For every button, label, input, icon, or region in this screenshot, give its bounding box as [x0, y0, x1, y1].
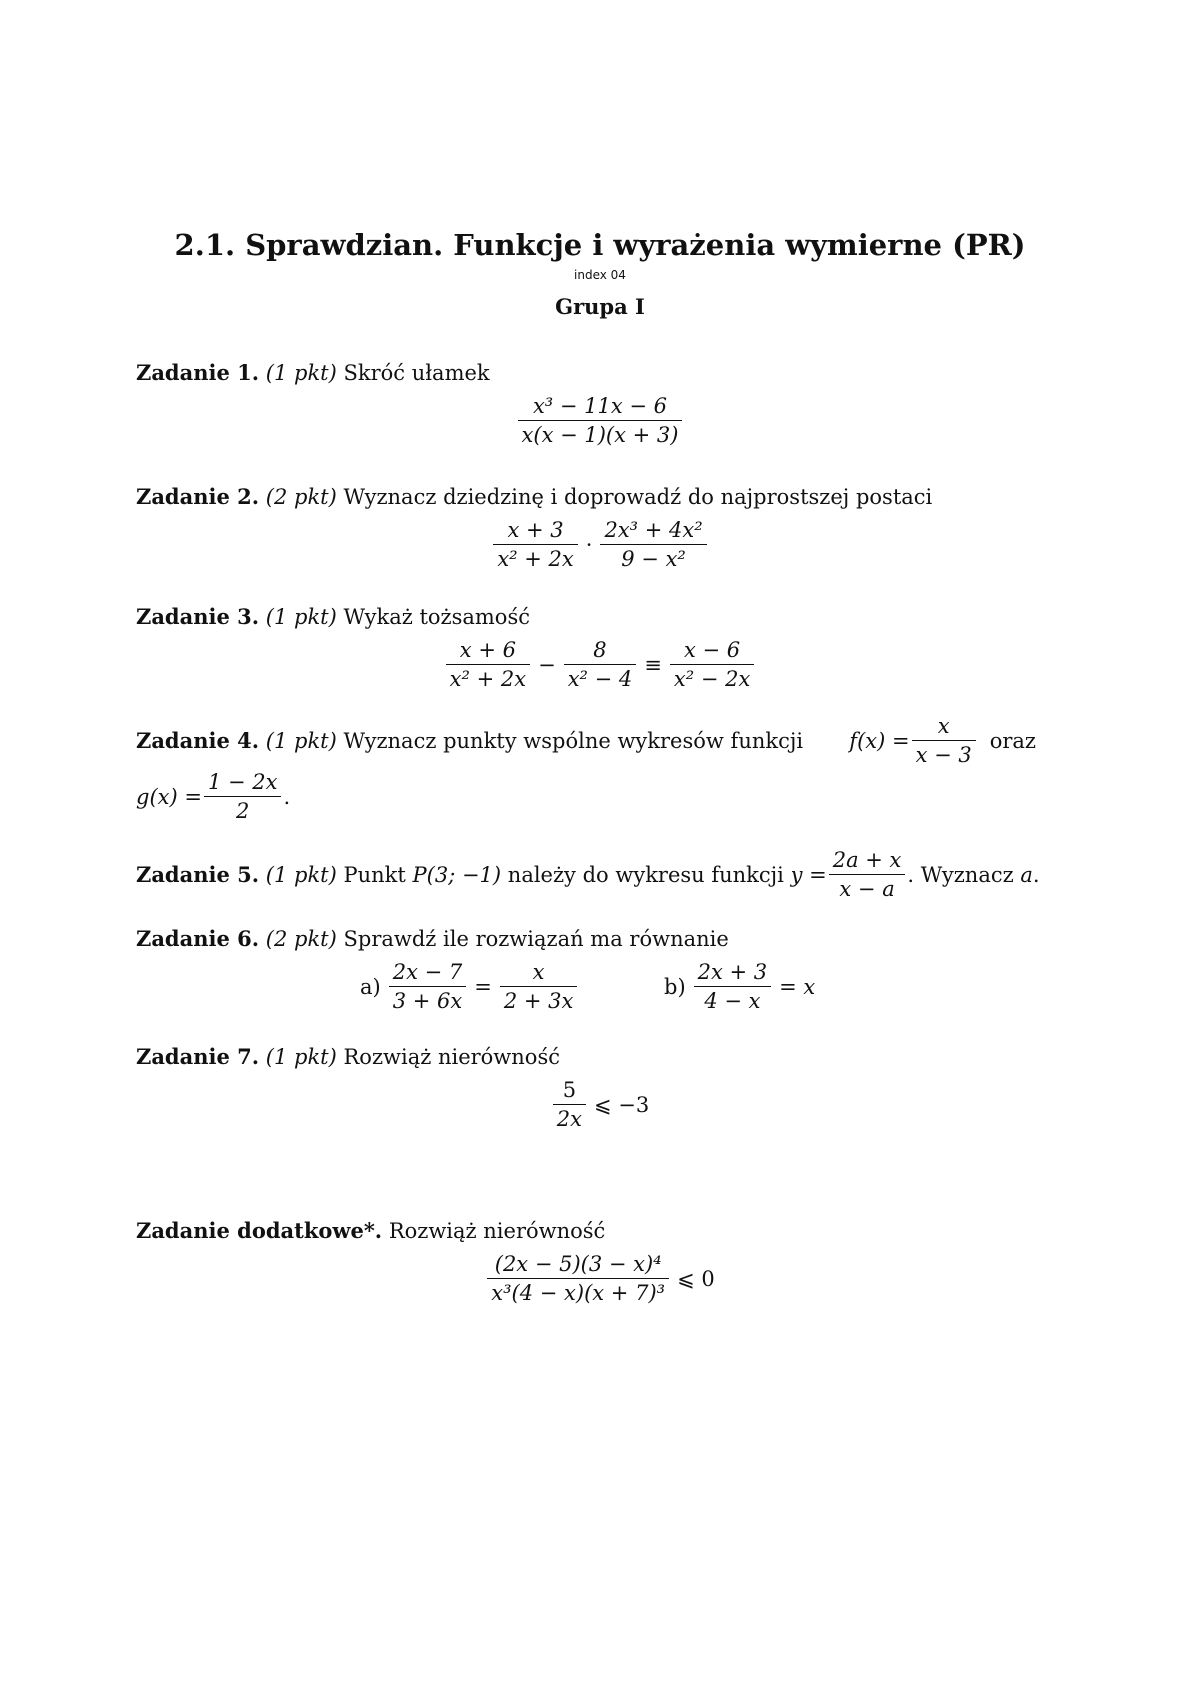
numerator: 5 [562, 1078, 577, 1102]
item-label-a: a) [360, 974, 381, 999]
identity-sign: ≡ [644, 652, 662, 677]
rhs: ⩽ −3 [593, 1092, 650, 1117]
denominator: x² + 2x [493, 544, 577, 571]
y-label: y = [790, 862, 827, 887]
task-label: Zadanie 5. [136, 862, 260, 887]
task-label: Zadanie dodatkowe*. [136, 1218, 383, 1243]
task-points: (2 pkt) [265, 927, 337, 951]
task-points: (1 pkt) [265, 361, 337, 385]
numerator: 2x³ + 4x² [604, 518, 703, 542]
left-fraction [389, 960, 467, 1013]
task-text: Sprawdź ile rozwiązań ma równanie [343, 927, 729, 951]
task-3-formula [0, 638, 1200, 691]
fraction-1 [446, 638, 530, 691]
task-text-mid: należy do wykresu funkcji [507, 862, 784, 887]
period: . [283, 784, 291, 809]
group-heading: Grupa I [555, 294, 645, 319]
bonus-task-heading [136, 1218, 605, 1243]
fraction [518, 394, 683, 447]
page-subtitle: index 04 [574, 268, 626, 282]
fraction-2 [564, 638, 637, 691]
task-text: Wykaż tożsamość [343, 605, 530, 629]
task-text: Rozwiąż nierówność [343, 1045, 560, 1069]
denominator: x² − 4 [564, 664, 637, 691]
numerator: 2a + x [832, 848, 902, 872]
task-6a-formula [360, 960, 579, 1013]
task-text: Rozwiąż nierówność [388, 1219, 606, 1243]
fraction [487, 1252, 669, 1305]
bonus-task-formula [0, 1252, 1200, 1305]
minus-sign: − [538, 652, 556, 677]
task-2-formula [0, 518, 1200, 571]
task-text-tail: . Wyznacz [907, 862, 1014, 887]
numerator: x [937, 714, 950, 738]
task-2-heading [136, 484, 932, 509]
task-1-heading [136, 360, 490, 385]
task-text: Wyznacz dziedzinę i doprowadź do najprostszej postaci [343, 485, 933, 509]
y-fraction [829, 848, 906, 901]
numerator: 2x − 7 [392, 960, 463, 984]
numerator: 8 [593, 638, 607, 662]
task-5-heading [136, 848, 1040, 901]
variable-a: a [1020, 862, 1033, 887]
denominator: x² − 2x [670, 664, 754, 691]
page-title: 2.1. Sprawdzian. Funkcje i wyrażenia wymierne (PR) [174, 228, 1026, 262]
numerator: x³ − 11x − 6 [532, 394, 668, 418]
denominator: 2 [204, 796, 282, 823]
task-points: (1 pkt) [265, 862, 337, 887]
task-points: (2 pkt) [265, 485, 337, 509]
equals-sign: = [474, 974, 492, 999]
denominator: 2 + 3x [500, 986, 578, 1013]
f-function-label: f(x) = [849, 728, 910, 753]
task-points: (1 pkt) [265, 729, 337, 753]
denominator: x² + 2x [446, 664, 530, 691]
task-points: (1 pkt) [265, 605, 337, 629]
fraction [694, 960, 772, 1013]
fraction [553, 1078, 586, 1131]
numerator: 2x + 3 [697, 960, 768, 984]
denominator: x(x − 1)(x + 3) [518, 420, 683, 447]
numerator: x + 3 [507, 518, 564, 542]
task-1-formula [0, 394, 1200, 447]
task-6-heading [136, 926, 729, 951]
task-7-formula [0, 1078, 1200, 1131]
denominator: x − 3 [912, 740, 976, 767]
task-label: Zadanie 2. [136, 484, 260, 509]
task-text: Skróć ułamek [343, 361, 490, 385]
g-function-label: g(x) = [136, 784, 202, 809]
task-4-heading [136, 714, 1036, 767]
denominator: 4 − x [694, 986, 772, 1013]
numerator: x [532, 960, 545, 984]
numerator: x + 6 [459, 638, 516, 662]
conjunction: oraz [989, 728, 1036, 753]
fraction-2 [600, 518, 706, 571]
numerator: 1 − 2x [207, 770, 278, 794]
denominator: x − a [829, 874, 906, 901]
task-label: Zadanie 7. [136, 1044, 260, 1069]
right-fraction [500, 960, 578, 1013]
fraction-3 [670, 638, 754, 691]
task-7-heading [136, 1044, 560, 1069]
rhs: = x [779, 974, 816, 999]
denominator: 9 − x² [600, 544, 706, 571]
fraction-1 [493, 518, 577, 571]
item-label-b: b) [664, 974, 686, 999]
task-label: Zadanie 3. [136, 604, 260, 629]
period: . [1032, 862, 1040, 887]
task-label: Zadanie 6. [136, 926, 260, 951]
f-fraction [912, 714, 976, 767]
task-4-g-function [136, 770, 290, 823]
task-text: Wyznacz punkty wspólne wykresów funkcji [343, 729, 804, 753]
task-text: Punkt [343, 862, 406, 887]
numerator: (2x − 5)(3 − x)⁴ [494, 1252, 662, 1276]
task-label: Zadanie 1. [136, 360, 260, 385]
task-6b-formula [664, 960, 815, 1013]
task-label: Zadanie 4. [136, 728, 260, 753]
g-fraction [204, 770, 282, 823]
rhs: ⩽ 0 [677, 1266, 715, 1291]
task-points: (1 pkt) [265, 1045, 337, 1069]
task-3-heading [136, 604, 530, 629]
multiply-sign: · [585, 532, 593, 557]
denominator: x³(4 − x)(x + 7)³ [487, 1278, 669, 1305]
point-p: P(3; −1) [412, 862, 502, 887]
denominator: 3 + 6x [389, 986, 467, 1013]
numerator: x − 6 [684, 638, 741, 662]
denominator: 2x [553, 1104, 586, 1131]
